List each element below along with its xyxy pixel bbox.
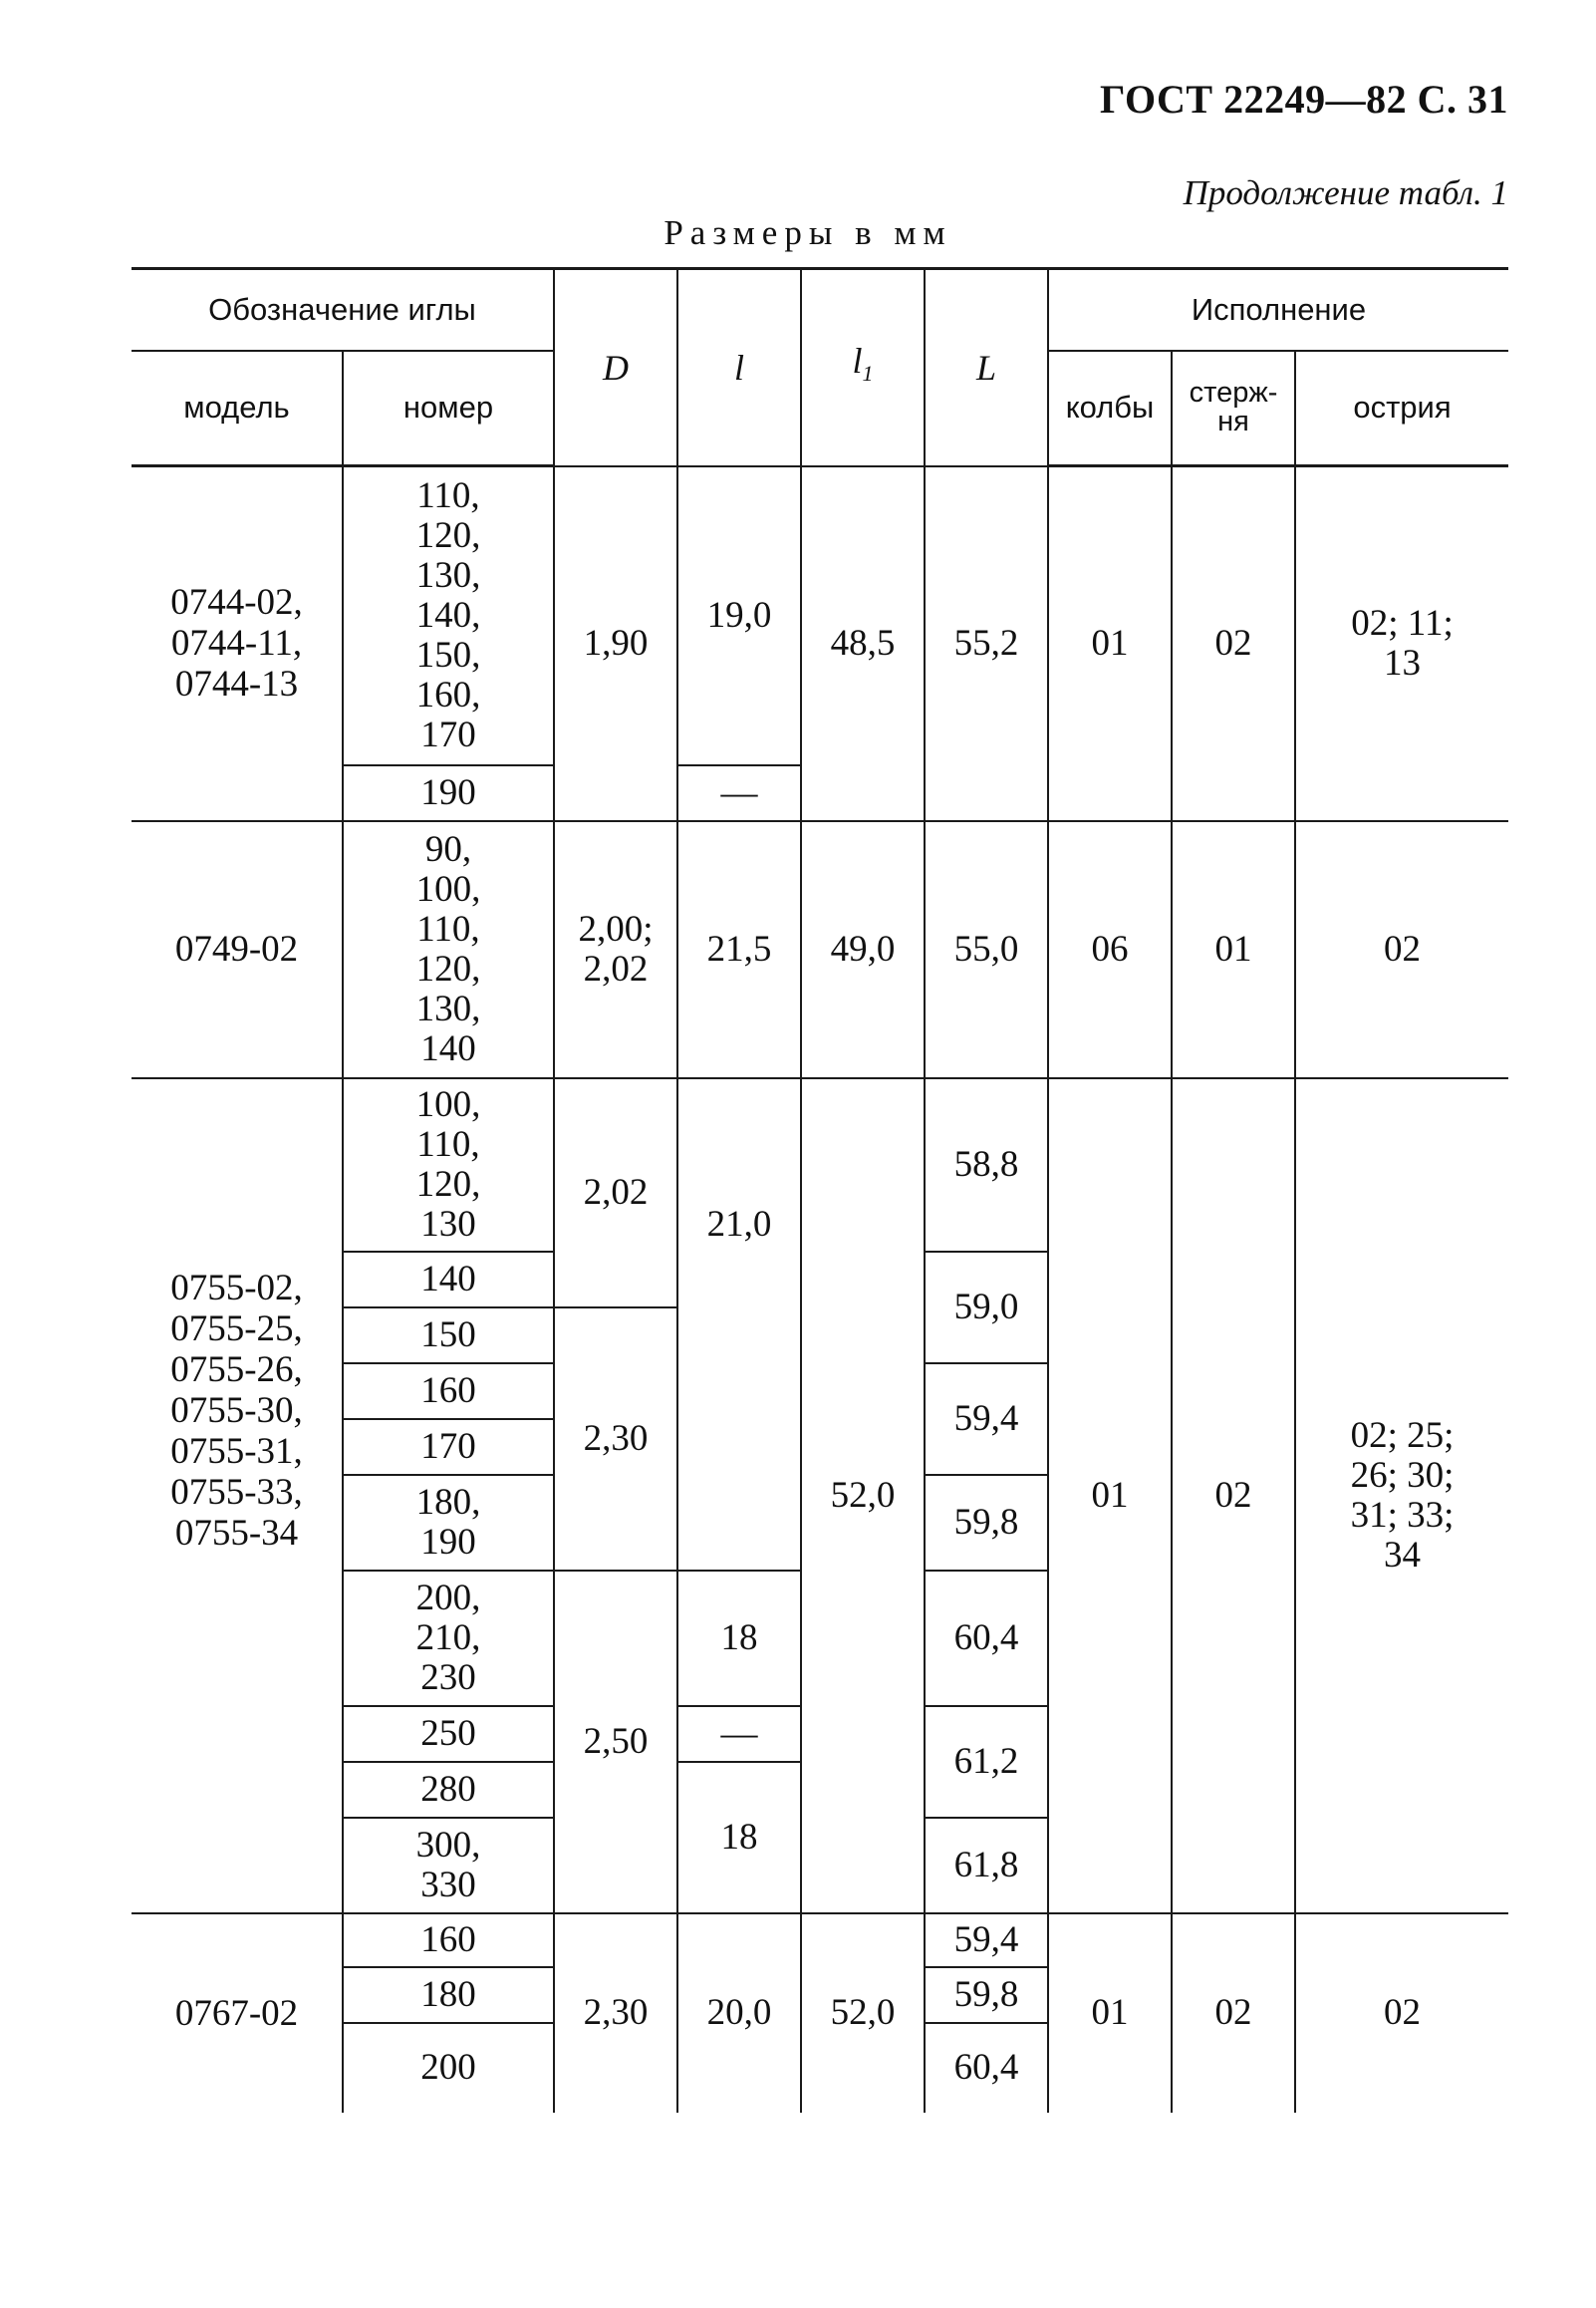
shank-cell: 02: [1172, 466, 1295, 821]
L-cell: 55,2: [925, 466, 1048, 821]
number-cell: 90, 100, 110, 120, 130, 140: [343, 821, 554, 1078]
col-L-header: L: [925, 269, 1048, 466]
L-cell: 58,8: [925, 1078, 1048, 1252]
group-0749: [132, 821, 1508, 1078]
group-0744: [132, 466, 1508, 821]
D-cell: 2,30: [554, 1307, 677, 1571]
number-cell: 100, 110, 120, 130: [343, 1078, 554, 1252]
col-shank-header: стерж- ня: [1172, 351, 1295, 466]
L-cell: 59,8: [925, 1967, 1048, 2023]
point-cell: 02: [1295, 1913, 1508, 2113]
L-cell: 61,2: [925, 1706, 1048, 1818]
number-cell: 250: [343, 1706, 554, 1762]
bulb-cell: 01: [1048, 466, 1172, 821]
col-l-header: l: [677, 269, 801, 466]
table-caption: Продолжение табл. 1: [1183, 173, 1508, 212]
D-cell: 2,02: [554, 1078, 677, 1307]
col-number-header: номер: [343, 351, 554, 466]
number-cell: 180, 190: [343, 1475, 554, 1571]
bulb-cell: 01: [1048, 1078, 1172, 1913]
table-units: Размеры в мм: [664, 213, 952, 252]
model-cell: 0744-02, 0744-11, 0744-13: [132, 466, 343, 821]
number-cell: 190: [343, 765, 554, 821]
D-cell: 1,90: [554, 466, 677, 821]
l1-cell: 49,0: [801, 821, 925, 1078]
L-cell: 60,4: [925, 2023, 1048, 2113]
l-cell: 21,0: [677, 1078, 801, 1571]
shank-cell: 02: [1172, 1078, 1295, 1913]
page-header: ГОСТ 22249—82 С. 31: [1099, 77, 1508, 122]
L-cell: 59,4: [925, 1913, 1048, 1967]
col-l1-header: $l_1$: [801, 269, 925, 466]
model-cell: 0767-02: [132, 1913, 343, 2113]
number-cell: 200: [343, 2023, 554, 2113]
L-cell: 59,0: [925, 1252, 1048, 1363]
number-cell: 110, 120, 130, 140, 150, 160, 170: [343, 466, 554, 765]
L-cell: 59,8: [925, 1475, 1048, 1571]
L-cell: 55,0: [925, 821, 1048, 1078]
l-cell: 18: [677, 1762, 801, 1913]
l-cell: 20,0: [677, 1913, 801, 2113]
model-cell: 0749-02: [132, 821, 343, 1078]
model-cell: 0755-02, 0755-25, 0755-26, 0755-30, 0755-31, 0755-33, 0755-34: [132, 1078, 343, 1913]
group-0767: [132, 1913, 1508, 2113]
designation-header: Обозначение иглы: [132, 269, 554, 351]
group-0755: [132, 1078, 1508, 1913]
L-cell: 59,4: [925, 1363, 1048, 1475]
point-cell: 02: [1295, 821, 1508, 1078]
needle-dimensions-table: [132, 267, 1508, 2113]
number-cell: 170: [343, 1419, 554, 1475]
bulb-cell: 01: [1048, 1913, 1172, 2113]
col-D-header: D: [554, 269, 677, 466]
point-cell: 02; 25; 26; 30; 31; 33; 34: [1295, 1078, 1508, 1913]
l-cell: 19,0: [677, 466, 801, 765]
L-cell: 60,4: [925, 1571, 1048, 1706]
col-bulb-header: колбы: [1048, 351, 1172, 466]
l1-cell: 52,0: [801, 1913, 925, 2113]
D-cell: 2,50: [554, 1571, 677, 1913]
execution-header: Исполнение: [1048, 269, 1508, 351]
l-cell: —: [677, 765, 801, 821]
shank-cell: 01: [1172, 821, 1295, 1078]
number-cell: 150: [343, 1307, 554, 1363]
l-cell: 21,5: [677, 821, 801, 1078]
D-cell: 2,00; 2,02: [554, 821, 677, 1078]
shank-cell: 02: [1172, 1913, 1295, 2113]
col-point-header: острия: [1295, 351, 1508, 466]
l1-cell: 48,5: [801, 466, 925, 821]
bulb-cell: 06: [1048, 821, 1172, 1078]
point-cell: 02; 11; 13: [1295, 466, 1508, 821]
col-model-header: модель: [132, 351, 343, 466]
D-cell: 2,30: [554, 1913, 677, 2113]
l-cell: 18: [677, 1571, 801, 1706]
number-cell: 180: [343, 1967, 554, 2023]
l1-cell: 52,0: [801, 1078, 925, 1913]
L-cell: 61,8: [925, 1818, 1048, 1913]
number-cell: 140: [343, 1252, 554, 1307]
number-cell: 280: [343, 1762, 554, 1818]
number-cell: 200, 210, 230: [343, 1571, 554, 1706]
number-cell: 160: [343, 1363, 554, 1419]
l-cell: —: [677, 1706, 801, 1762]
number-cell: 300, 330: [343, 1818, 554, 1913]
number-cell: 160: [343, 1913, 554, 1967]
